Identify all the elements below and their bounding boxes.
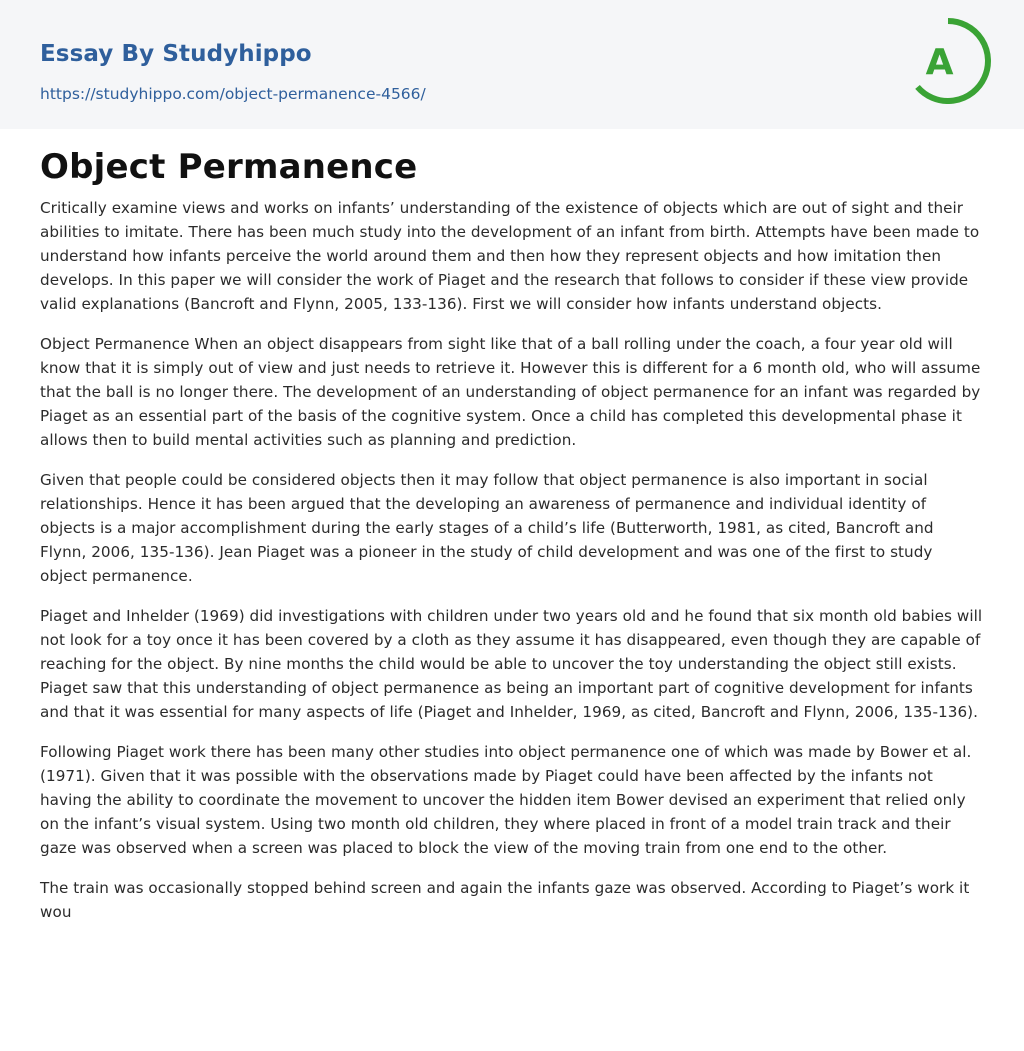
paragraph-2: Object Permanence When an object disappears from sight like that of a ball rolling under the coach, a four year old will know that it is simply out of view and just needs to retrieve it. However this is different for a 6 month old, who will assume that the ball is no longer there. The development of an understanding of object permanence for an infant was regarded by Piaget as an essential part of the basis of the cognitive system. Once a child has completed this developmental phase it allows then to build mental activities such as planning and prediction. <box>40 335 981 449</box>
paragraph-4: Piaget and Inhelder (1969) did investigations with children under two years old and he found that six month old babies will not look for a toy once it has been covered by a cloth as they assume it has disappeared, even though they are capable of reaching for the object. By nine months the child would be able to uncover the toy understanding the object still exists. Piaget saw that this understanding of object permanence as being an important part of cognitive development for infants and that it was essential for many aspects of life (Piaget and Inhelder, 1969, as cited, Bancroft and Flynn, 2006, 135-136). <box>40 607 983 721</box>
paragraph-1: Critically examine views and works on infants’ understanding of the existence of objects which are out of sight and their abilities to imitate. There has been much study into the development of an infant from birth. Attempts have been made to understand how infants perceive the world around them and then how they represent objects and how imitation then develops. In this paper we will consider the work of Piaget and the research that follows to consider if these view provide valid explanations (Bancroft and Flynn, 2005, 133-136). First we will consider how infants understand objects. <box>40 199 980 313</box>
article-body <box>40 144 984 924</box>
page-title: Object Permanence <box>40 147 418 187</box>
paragraph-3: Given that people could be considered objects then it may follow that object permanence is also important in social relationships. Hence it has been argued that the developing an awareness of permanence and individual identity of objects is a major accomplishment during the early stages of a child’s life (Butterworth, 1981, as cited, Bancroft and Flynn, 2006, 135-136). Jean Piaget was a pioneer in the study of child development and was one of the first to study object permanence. <box>40 471 934 585</box>
site-header <box>0 0 1024 129</box>
site-brand[interactable]: Essay By Studyhippo <box>40 41 312 67</box>
logo-letter: A <box>925 42 954 83</box>
essay-url-link[interactable]: https://studyhippo.com/object-permanence-4566/ <box>40 85 426 103</box>
paragraph-6: The train was occasionally stopped behind screen and again the infants gaze was observed. According to Piaget’s work it wou <box>40 879 970 921</box>
logo-icon[interactable] <box>905 18 991 104</box>
paragraph-5: Following Piaget work there has been many other studies into object permanence one of which was made by Bower et al. (1971). Given that it was possible with the observations made by Piaget could have been affected by the infants not having the ability to coordinate the movement to uncover the hidden item Bower devised an experiment that relied only on the infant’s visual system. Using two month old children, they where placed in front of a model train track and their gaze was observed when a screen was placed to block the view of the moving train from one end to the other. <box>40 743 972 857</box>
